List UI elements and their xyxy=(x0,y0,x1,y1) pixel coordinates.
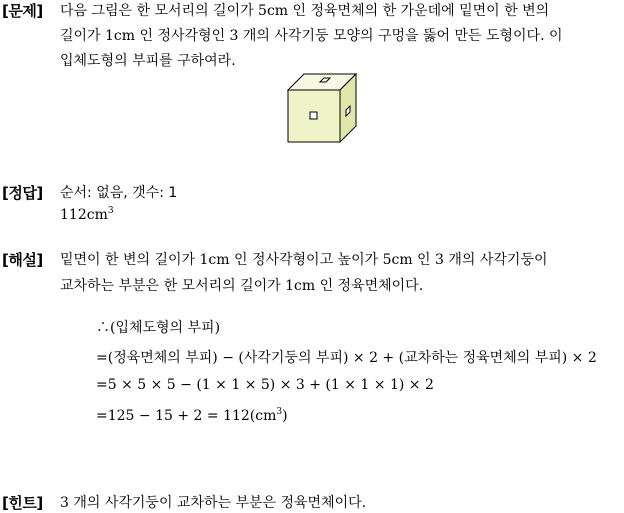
answer-volume-value: 112cm xyxy=(60,207,108,223)
step-4-exp: 3 xyxy=(276,407,283,417)
problem-line-1: 다음 그림은 한 모서리의 길이가 5cm 인 정육면체의 한 가운데에 밑면이 한 변의 xyxy=(60,3,550,19)
answer-line: 순서: 없음, 갯수: 1 xyxy=(60,185,178,201)
step-3: =5 × 5 × 5 − (1 × 1 × 5) × 3 + (1 × 1 × 1) × 2 xyxy=(96,377,434,393)
cube-with-holes-figure xyxy=(286,72,358,146)
hint-tag: [힌트] xyxy=(2,494,43,512)
step-2: =(정육면체의 부피) − (사각기둥의 부피) × 2 + (교차하는 정육면체의 부피) × 2 xyxy=(96,350,597,366)
step-4 xyxy=(96,407,288,424)
answer-volume-exp: 3 xyxy=(107,206,114,216)
problem-tag: [문제] xyxy=(2,2,43,20)
front-hole xyxy=(310,112,317,119)
cube-svg xyxy=(286,72,358,146)
answer-tag: [정답] xyxy=(2,184,43,202)
problem-line-2: 길이가 1cm 인 정사각형인 3 개의 사각기둥 모양의 구멍을 뚫어 만든 도형이다. 이 xyxy=(60,28,563,44)
answer-volume xyxy=(60,206,114,223)
problem-line-3: 입체도형의 부피를 구하여라. xyxy=(60,53,236,69)
explanation-line-1: 밑면이 한 변의 길이가 1cm 인 정사각형이고 높이가 5cm 인 3 개의 사각기둥이 xyxy=(60,252,548,268)
step-1: ∴(입체도형의 부피) xyxy=(96,320,221,336)
step-4-text: =125 − 15 + 2 = 112(cm xyxy=(96,408,277,424)
step-4-close: ) xyxy=(282,408,288,424)
explanation-line-2: 교차하는 부분은 한 모서리의 길이가 1cm 인 정육면체이다. xyxy=(60,278,424,294)
hint-text: 3 개의 사각기둥이 교차하는 부분은 정육면체이다. xyxy=(60,495,367,511)
explanation-tag: [해설] xyxy=(2,251,43,269)
